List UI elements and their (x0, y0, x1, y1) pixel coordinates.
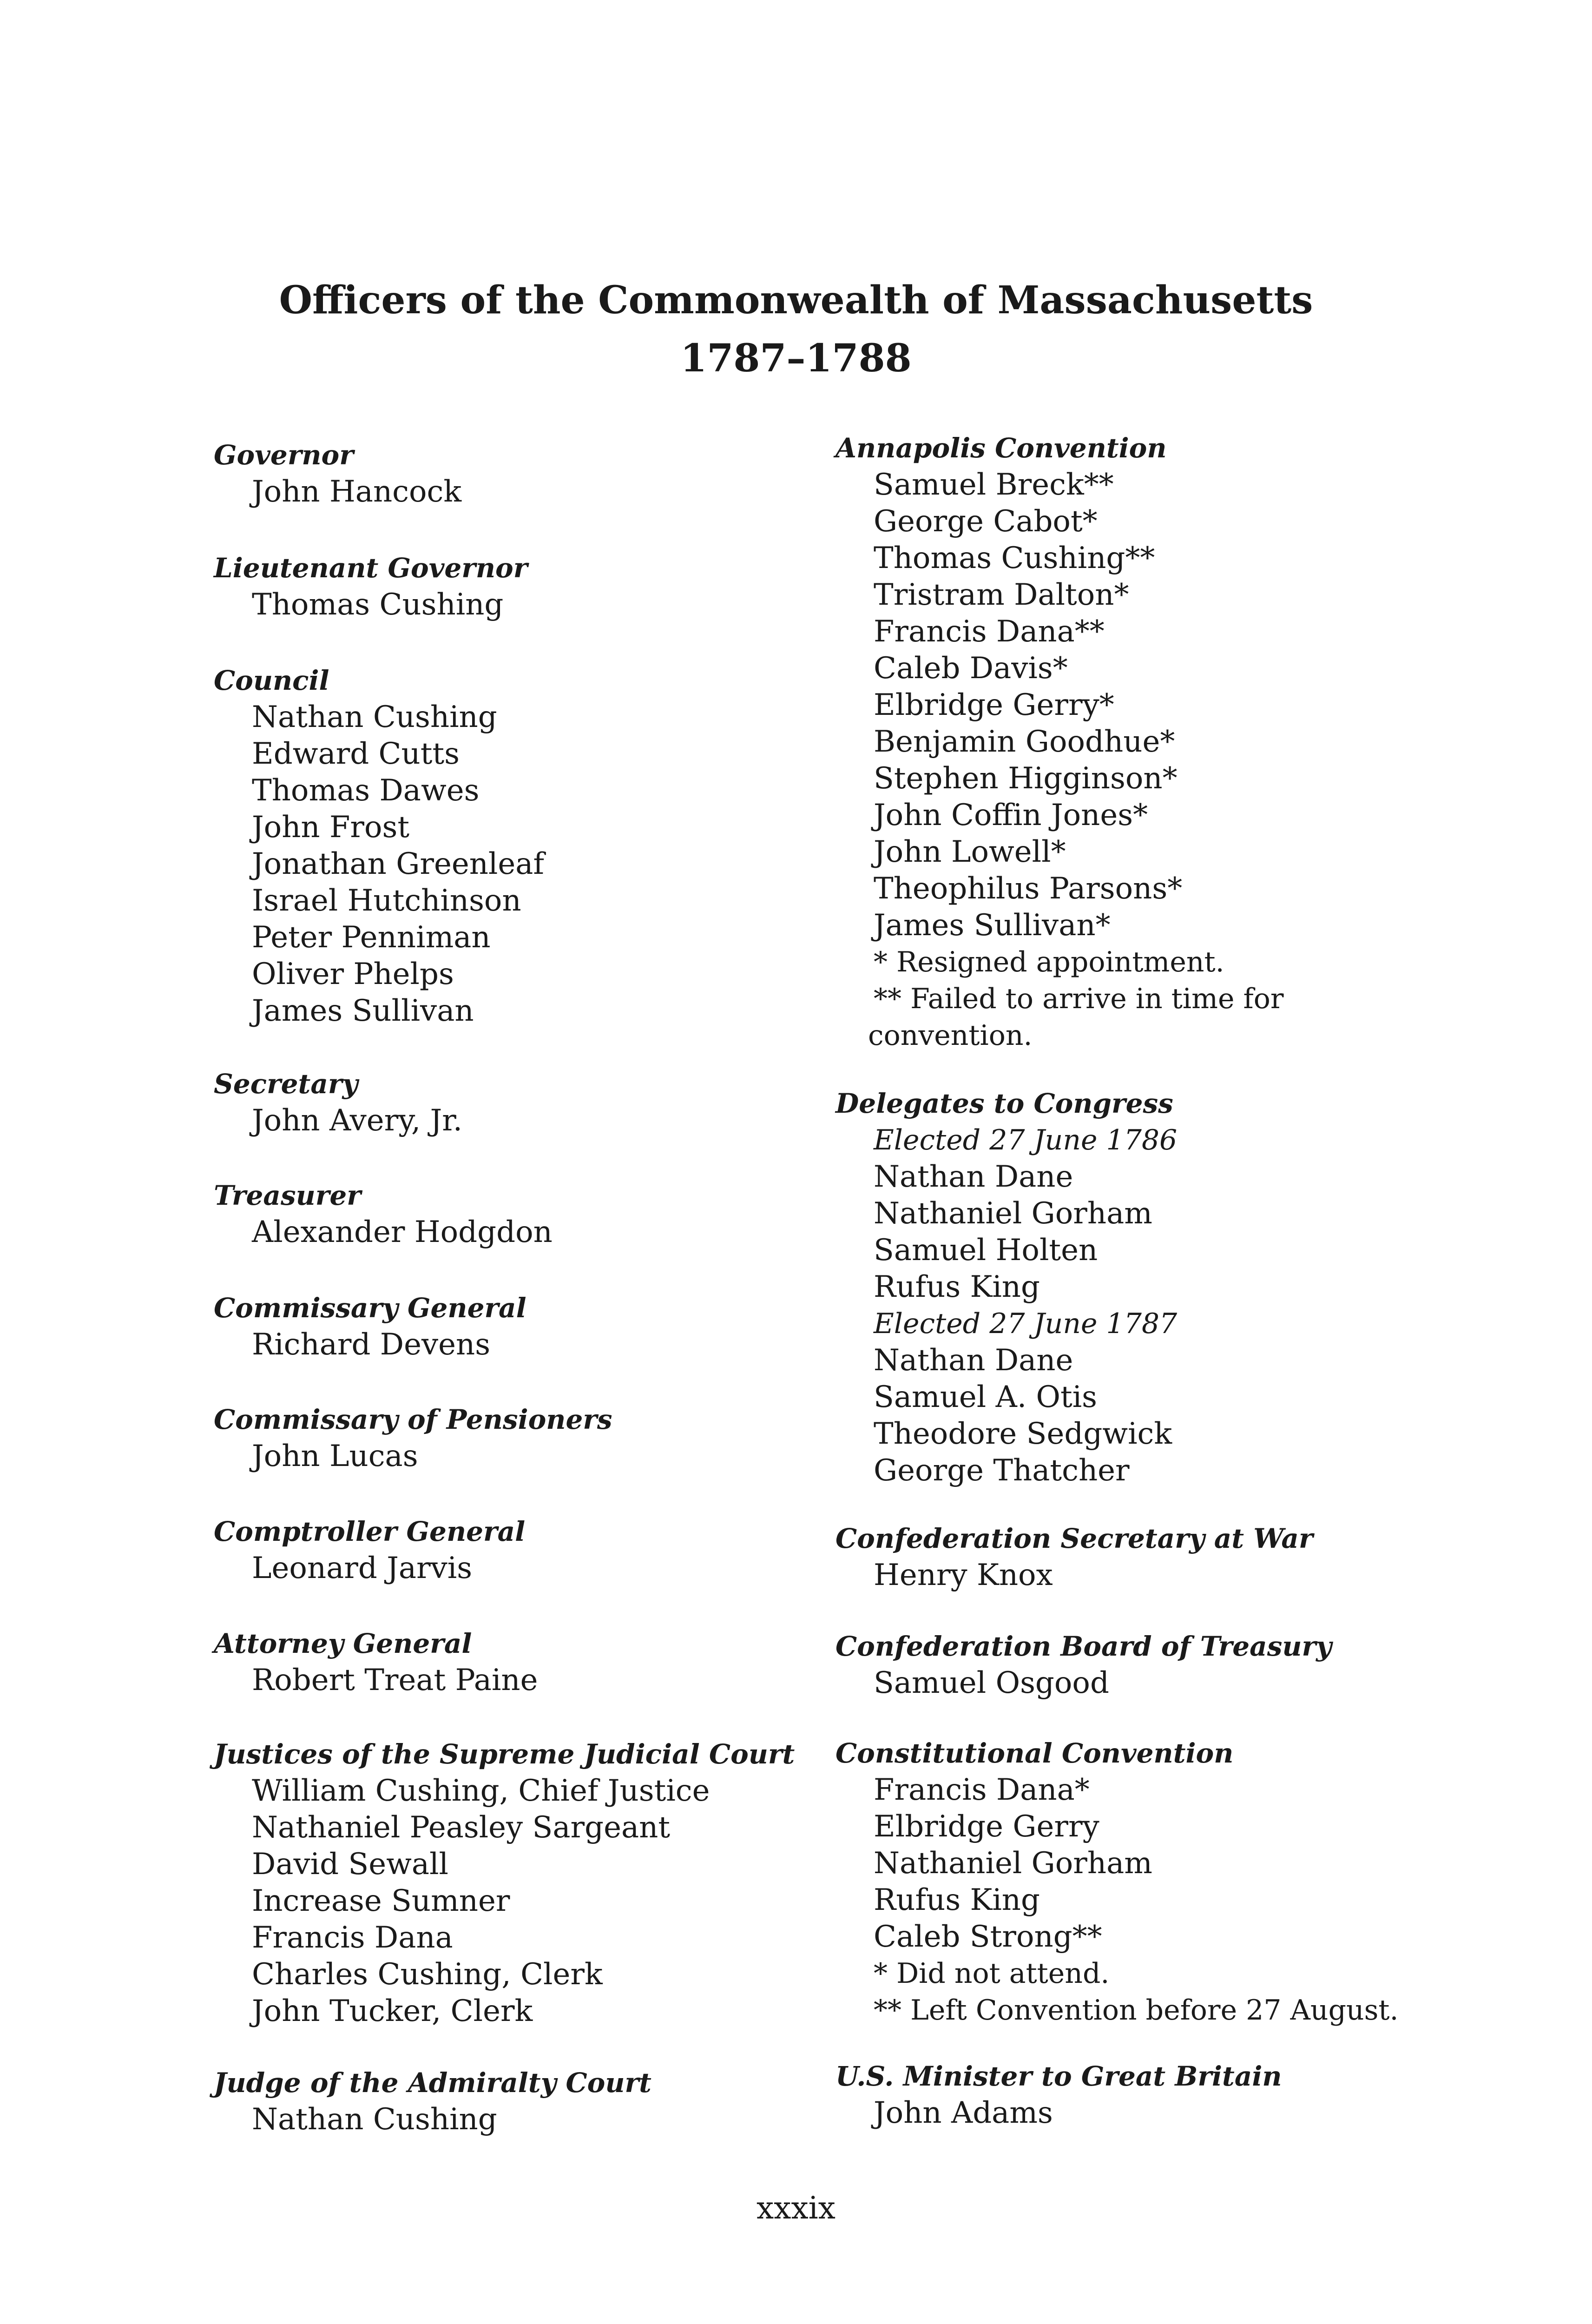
election-date-label: Elected 27 June 1786 (874, 1124, 1178, 1156)
officer-name: Robert Treat Paine (252, 1663, 538, 1697)
section-commissary-of-pensioners (214, 1401, 911, 1475)
officer-name: Caleb Strong** (874, 1920, 1102, 1954)
officer-name: John Adams (874, 2096, 1053, 2130)
officer-name: Stephen Higginson* (874, 761, 1178, 796)
section-heading: Treasurer (214, 1180, 361, 1211)
officer-name: John Tucker, Clerk (252, 1994, 533, 2028)
section-heading: Attorney General (214, 1628, 472, 1659)
officer-name: Edward Cutts (252, 737, 460, 771)
footnote: * Resigned appointment. (874, 946, 1224, 978)
officer-name: Benjamin Goodhue* (874, 725, 1175, 759)
section-heading: Judge of the Admiralty Court (214, 2067, 651, 2099)
officer-name: Leonard Jarvis (252, 1551, 473, 1585)
officer-name: John Avery, Jr. (252, 1103, 463, 1138)
section-heading: Confederation Secretary at War (835, 1523, 1313, 1554)
section-board-of-treasury (835, 1628, 1533, 1702)
officer-name: Nathaniel Gorham (874, 1196, 1152, 1231)
officer-name: William Cushing, Chief Justice (252, 1774, 710, 1808)
section-heading: Comptroller General (214, 1516, 526, 1547)
section-heading: Commissary of Pensioners (214, 1404, 612, 1435)
officer-name: Francis Dana* (874, 1773, 1090, 1807)
section-heading: Annapolis Convention (835, 432, 1167, 464)
section-secretary (214, 1066, 911, 1139)
officer-name: Oliver Phelps (252, 957, 454, 991)
officer-name: Rufus King (874, 1270, 1040, 1304)
election-date-label: Elected 27 June 1787 (874, 1307, 1178, 1340)
officer-name: Theodore Sedgwick (874, 1417, 1172, 1451)
officer-name: John Coffin Jones* (874, 798, 1148, 832)
officer-name: Jonathan Greenleaf (252, 847, 545, 881)
section-secretary-at-war (835, 1520, 1533, 1594)
officer-name: Thomas Cushing (252, 588, 504, 622)
footnote: ** Left Convention before 27 August. (874, 1994, 1399, 2027)
officer-name: John Frost (252, 810, 410, 845)
officer-name: John Lucas (252, 1439, 418, 1473)
section-minister-to-great-britain (835, 2058, 1533, 2132)
section-heading: Justices of the Supreme Judicial Court (214, 1738, 795, 1770)
officer-name: Thomas Dawes (252, 773, 480, 808)
officer-name: Tristram Dalton* (874, 578, 1129, 612)
officer-name: Theophilus Parsons* (874, 872, 1183, 906)
section-council (214, 662, 911, 1030)
officer-name: Samuel Holten (874, 1233, 1098, 1268)
section-heading: Governor (214, 439, 354, 471)
officer-name: Francis Dana (252, 1921, 453, 1955)
section-heading: Lieutenant Governor (214, 552, 528, 584)
officer-name: Thomas Cushing** (874, 541, 1155, 575)
officer-name: Henry Knox (874, 1558, 1053, 1592)
officer-name: Alexander Hodgdon (252, 1215, 553, 1249)
officer-name: Increase Sumner (252, 1884, 510, 1918)
section-comptroller-general (214, 1513, 911, 1587)
officer-name: Samuel A. Otis (874, 1380, 1097, 1414)
officer-name: Nathan Cushing (252, 700, 497, 734)
officer-name: George Cabot* (874, 504, 1098, 539)
officer-name: James Sullivan* (874, 908, 1111, 943)
officer-name: Nathaniel Gorham (874, 1846, 1152, 1881)
section-supreme-judicial-court (214, 1736, 911, 2030)
page-title: Officers of the Commonwealth of Massachusetts (279, 278, 1313, 323)
officer-name: Richard Devens (252, 1327, 491, 1362)
section-heading: Delegates to Congress (835, 1088, 1173, 1119)
officer-name: Samuel Osgood (874, 1666, 1109, 1700)
officer-name: John Hancock (252, 475, 462, 509)
officer-name: Francis Dana** (874, 614, 1105, 649)
officer-name: George Thatcher (874, 1453, 1130, 1488)
section-treasurer (214, 1177, 911, 1251)
officer-name: Samuel Breck** (874, 468, 1114, 502)
officer-name: Israel Hutchinson (252, 884, 521, 918)
section-commissary-general (214, 1290, 911, 1363)
officer-name: Caleb Davis* (874, 651, 1068, 686)
officer-name: Elbridge Gerry* (874, 688, 1114, 722)
section-admiralty-court (214, 2065, 911, 2138)
section-heading: Confederation Board of Treasury (835, 1631, 1332, 1662)
section-heading: Council (214, 665, 329, 696)
section-heading: Secretary (214, 1068, 358, 1100)
officer-name: Nathan Dane (874, 1343, 1073, 1378)
officer-name: James Sullivan (252, 994, 474, 1028)
section-lieutenant-governor (214, 550, 911, 623)
page-number: xxxix (757, 2190, 835, 2226)
officer-name: David Sewall (252, 1847, 448, 1882)
section-heading: U.S. Minister to Great Britain (835, 2060, 1282, 2092)
officer-name: Nathaniel Peasley Sargeant (252, 1810, 671, 1845)
officer-name: Peter Penniman (252, 920, 491, 955)
section-constitutional-convention (835, 1735, 1533, 2029)
section-heading: Commissary General (214, 1292, 526, 1324)
footnote: * Did not attend. (874, 1957, 1110, 1990)
officer-name: Charles Cushing, Clerk (252, 1957, 603, 1992)
section-governor (214, 437, 911, 510)
footnote: ** Failed to arrive in time for (874, 983, 1284, 1015)
section-attorney-general (214, 1625, 911, 1699)
section-delegates-to-congress (835, 1085, 1533, 1489)
section-heading: Constitutional Convention (835, 1737, 1234, 1769)
footnote-continuation: convention. (868, 1019, 1033, 1052)
officer-name: Nathan Dane (874, 1160, 1073, 1194)
section-annapolis-convention (835, 430, 1533, 1054)
officer-name: Rufus King (874, 1883, 1040, 1917)
officer-name: Nathan Cushing (252, 2102, 497, 2137)
officer-name: John Lowell* (874, 835, 1066, 869)
page-subtitle-years: 1787–1788 (680, 336, 912, 381)
officer-name: Elbridge Gerry (874, 1809, 1099, 1844)
